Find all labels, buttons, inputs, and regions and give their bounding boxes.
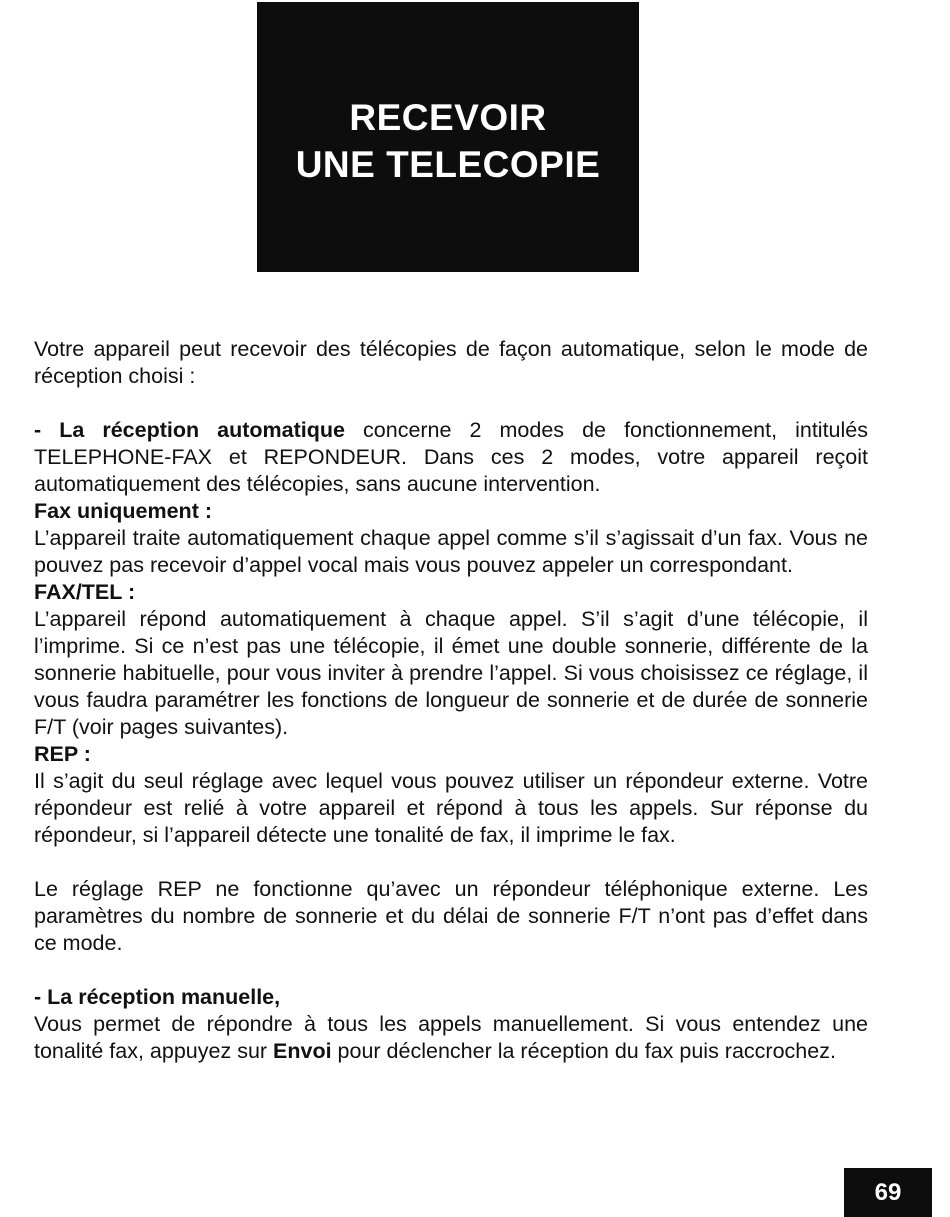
auto-reception-paragraph (34, 417, 868, 498)
auto-reception-lead: - La réception automatique (34, 418, 345, 442)
page-number: 69 (844, 1168, 932, 1217)
fax-tel-heading: FAX/TEL : (34, 580, 136, 604)
manual-reception-text-before: Vous permet de répondre à tous les appels manuellement. Si vous entendez une tonalité fax, appuyez sur (34, 1012, 868, 1063)
page-body (34, 336, 868, 1065)
manual-reception-text-after: pour déclencher la réception du fax puis raccrochez. (331, 1039, 836, 1063)
spacer (34, 390, 868, 417)
chapter-title-box (257, 2, 639, 272)
auto-reception-text: concerne 2 modes de fonctionnement, intitulés TELEPHONE-FAX et REPONDEUR. Dans ces 2 modes, votre appareil reçoit automatiquement des télécopies, sans aucune intervention. (34, 418, 868, 496)
rep-heading: REP : (34, 742, 91, 766)
manual-reception-heading: - La réception manuelle, (34, 985, 281, 1009)
fax-only-text: L’appareil traite automatiquement chaque appel comme s’il s’agissait d’un fax. Vous ne pouvez pas recevoir d’appel vocal mais vous pouvez appeler un correspondant. (34, 526, 868, 577)
chapter-title-line-1: RECEVOIR (349, 97, 547, 138)
spacer (34, 849, 868, 876)
fax-only-heading: Fax uniquement : (34, 499, 212, 523)
fax-tel-text: L’appareil répond automatiquement à chaque appel. S’il s’agit d’une télécopie, il l’imprime. Si ce n’est pas une télécopie, il émet une double sonnerie, différente de la sonnerie habituelle, pour vous inviter à prendre l’appel. Si vous choisissez ce réglage, il vous faudra paramétrer les fonctions de longueur de sonnerie et de durée de sonnerie F/T (voir pages suivantes). (34, 607, 868, 739)
spacer (34, 957, 868, 984)
envoi-key-label: Envoi (273, 1039, 332, 1063)
rep-text: Il s’agit du seul réglage avec lequel vous pouvez utiliser un répondeur externe. Votre répondeur est relié à votre appareil et répond à tous les appels. Sur réponse du répondeur, si l’appareil détecte une tonalité de fax, il imprime le fax. (34, 769, 868, 847)
rep-note-paragraph: Le réglage REP ne fonctionne qu’avec un répondeur téléphonique externe. Les paramètres du nombre de sonnerie et du délai de sonnerie F/T n’ont pas d’effet dans ce mode. (34, 877, 868, 955)
manual-reception-text (34, 1011, 868, 1065)
intro-paragraph: Votre appareil peut recevoir des télécopies de façon automatique, selon le mode de réception choisi : (34, 337, 868, 388)
chapter-title-line-2: UNE TELECOPIE (295, 144, 601, 185)
